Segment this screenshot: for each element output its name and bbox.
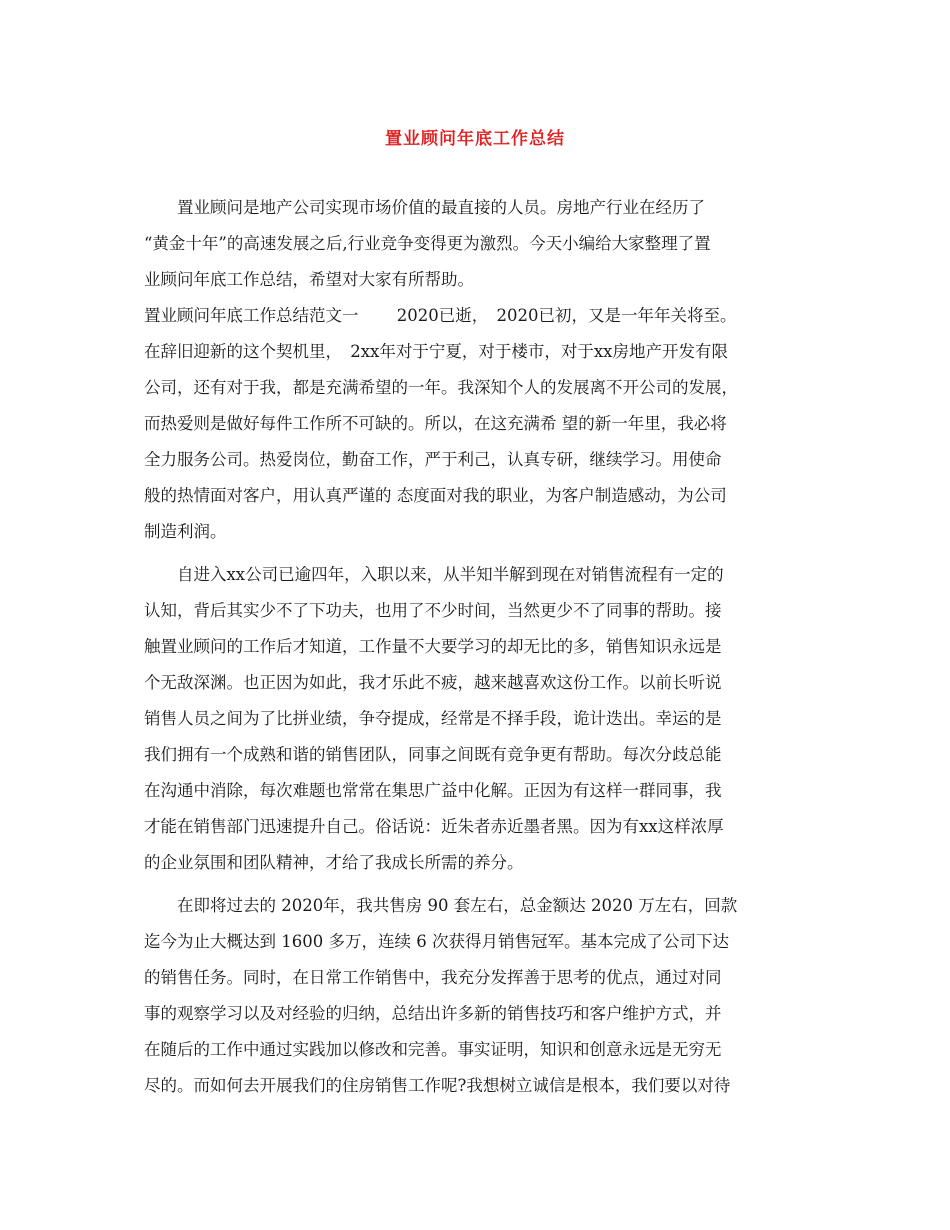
body-text-line: 公司，还有对于我，都是充满希望的一年。我深知个人的发展离不开公司的发展， xyxy=(144,378,738,397)
body-text-line: 才能在销售部门迅速提升自己。俗话说：近朱者赤近墨者黑。因为有xx这样浓厚 xyxy=(144,817,724,836)
body-text-line: 在即将过去的 2020年，我共售房 90 套左右，总金额达 2020 万左右，回款 xyxy=(144,896,738,915)
body-text-line: 自进入xx公司已逾四年，入职以来，从半知半解到现在对销售流程有一定的 xyxy=(144,565,724,584)
body-text-line: 业顾问年底工作总结，希望对大家有所帮助。 xyxy=(144,270,474,289)
document-title: 置业顾问年底工作总结 xyxy=(385,129,565,149)
body-text-line: 置业顾问是地产公司实现市场价值的最直接的人员。房地产行业在经历了 xyxy=(144,198,705,217)
body-text-line: 的销售任务。同时，在日常工作销售中，我充分发挥善于思考的优点，通过对同 xyxy=(144,968,722,987)
document-body xyxy=(144,190,824,1104)
body-text-line: 全力服务公司。热爱岗位，勤奋工作，严于利己，认真专研，继续学习。用使命 xyxy=(144,450,722,469)
body-text-line: 我们拥有一个成熟和谐的销售团队，同事之间既有竞争更有帮助。每次分歧总能 xyxy=(144,745,722,764)
body-text-line: 在沟通中消除，每次难题也常常在集思广益中化解。正因为有这样一群同事，我 xyxy=(144,781,722,800)
body-text-line: 尽的。而如何去开展我们的住房销售工作呢?我想树立诚信是根本，我们要以对待 xyxy=(144,1076,731,1095)
body-text-line: 而热爱则是做好每件工作所不可缺的。所以，在这充满希 望的新一年里，我必将 xyxy=(144,414,727,433)
body-text-line: 制造利润。 xyxy=(144,522,227,541)
body-text-line: 般的热情面对客户，用认真严谨的 态度面对我的职业，为客户制造感动，为公司 xyxy=(144,486,727,505)
body-text-line: 在辞旧迎新的这个契机里， 2xx年对于宁夏，对于楼市，对于xx房地产开发有限 xyxy=(144,342,728,361)
body-text-line: 的企业氛围和团队精神，才给了我成长所需的养分。 xyxy=(144,853,524,872)
body-text-line: 迄今为止大概达到 1600 多万，连续 6 次获得月销售冠军。基本完成了公司下达 xyxy=(144,932,729,951)
body-text-line: 置业顾问年底工作总结范文一 2020已逝， 2020已初，又是一年年关将至。 xyxy=(144,306,737,325)
body-text-line: 事的观察学习以及对经验的归纳，总结出许多新的销售技巧和客户维护方式，并 xyxy=(144,1004,722,1023)
body-text-line: 触置业顾问的工作后才知道，工作量不大要学习的却无比的多，销售知识永远是 xyxy=(144,637,722,656)
body-text-line: 销售人员之间为了比拼业绩，争夺提成，经常是不择手段，诡计迭出。幸运的是 xyxy=(144,709,722,728)
body-text-line: 在随后的工作中通过实践加以修改和完善。事实证明，知识和创意永远是无穷无 xyxy=(144,1040,722,1059)
paragraph-gap xyxy=(144,550,824,557)
body-text-line: “黄金十年”的高速发展之后,行业竞争变得更为激烈。今天小编给大家整理了置 xyxy=(144,234,711,253)
paragraph-gap xyxy=(144,881,824,888)
body-text-line: 个无敌深渊。也正因为如此，我才乐此不疲，越来越喜欢这份工作。以前长听说 xyxy=(144,673,722,692)
body-text-line: 认知，背后其实少不了下功夫，也用了不少时间，当然更少不了同事的帮助。接 xyxy=(144,601,722,620)
